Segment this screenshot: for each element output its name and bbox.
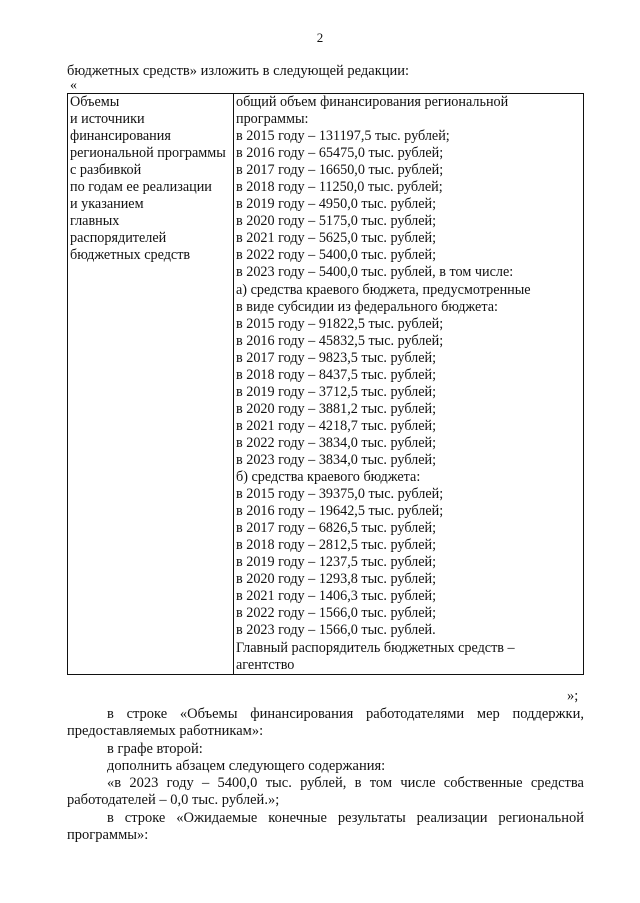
- label-line: и источники: [70, 111, 145, 128]
- paragraph-row-employers-line1: в строке «Объемы финансирования работодателями мер поддержки,: [107, 706, 584, 722]
- value-line: в 2022 году – 3834,0 тыс. рублей;: [236, 434, 437, 451]
- value-line: в 2016 году – 45832,5 тыс. рублей;: [236, 332, 444, 349]
- value-line: в 2015 году – 131197,5 тыс. рублей;: [236, 128, 450, 145]
- value-line: а) средства краевого бюджета, предусмотренные: [236, 281, 531, 298]
- value-line: в 2018 году – 2812,5 тыс. рублей;: [236, 537, 437, 554]
- paragraph-new-item-line1: «в 2023 году – 5400,0 тыс. рублей, в том числе собственные средства: [107, 775, 584, 791]
- label-line: распорядителей: [70, 230, 167, 247]
- label-line: главных: [70, 213, 120, 230]
- paragraph-new-item-line2: работодателей – 0,0 тыс. рублей.»;: [67, 792, 280, 808]
- value-line: б) средства краевого бюджета:: [236, 469, 421, 486]
- label-line: и указанием: [70, 196, 144, 213]
- value-line: в 2019 году – 1237,5 тыс. рублей;: [236, 554, 437, 571]
- value-line: в 2021 году – 5625,0 тыс. рублей;: [236, 230, 437, 247]
- value-line: в 2019 году – 4950,0 тыс. рублей;: [236, 196, 437, 213]
- label-line: по годам ее реализации: [70, 179, 212, 196]
- value-line: в 2023 году – 5400,0 тыс. рублей, в том числе:: [236, 264, 514, 281]
- value-line: в 2022 году – 1566,0 тыс. рублей;: [236, 605, 437, 622]
- value-line: в 2016 году – 65475,0 тыс. рублей;: [236, 145, 444, 162]
- value-line: в 2021 году – 1406,3 тыс. рублей;: [236, 588, 437, 605]
- value-line: в 2016 году – 19642,5 тыс. рублей;: [236, 503, 444, 520]
- financing-table-label-cell: [68, 94, 234, 675]
- financing-table-value-cell: [234, 94, 584, 675]
- paragraph-expected-results-line2: программы»:: [67, 827, 149, 843]
- label-line: с разбивкой: [70, 162, 142, 179]
- value-line: в 2020 году – 3881,2 тыс. рублей;: [236, 400, 437, 417]
- value-line: программы:: [236, 111, 309, 128]
- value-line: в 2023 году – 3834,0 тыс. рублей;: [236, 451, 437, 468]
- intro-line: бюджетных средств» изложить в следующей редакции:: [67, 63, 410, 79]
- label-line: региональной программы: [70, 145, 226, 162]
- value-line: в 2019 году – 3712,5 тыс. рублей;: [236, 383, 437, 400]
- closing-quote-mark: »;: [567, 688, 579, 704]
- opening-quote-mark: «: [70, 78, 77, 93]
- page-number: 2: [316, 30, 324, 45]
- value-line: в 2017 году – 6826,5 тыс. рублей;: [236, 520, 437, 537]
- paragraph-row-employers-line2: предоставляемых работникам»:: [67, 723, 264, 739]
- label-line: Объемы: [70, 94, 120, 110]
- value-line: в 2020 году – 1293,8 тыс. рублей;: [236, 571, 437, 588]
- label-line: бюджетных средств: [70, 247, 191, 264]
- value-line: в виде субсидии из федерального бюджета:: [236, 298, 498, 315]
- value-line: в 2018 году – 8437,5 тыс. рублей;: [236, 366, 437, 383]
- value-line: Главный распорядитель бюджетных средств –: [236, 639, 515, 656]
- financing-table-row: [68, 94, 584, 675]
- label-line: финансирования: [70, 128, 171, 145]
- financing-table: [67, 93, 584, 675]
- value-line: в 2015 году – 39375,0 тыс. рублей;: [236, 486, 444, 503]
- paragraph-add-item: дополнить абзацем следующего содержания:: [107, 758, 386, 774]
- value-line: в 2023 году – 1566,0 тыс. рублей.: [236, 622, 436, 639]
- paragraph-expected-results-line1: в строке «Ожидаемые конечные результаты реализации региональной: [107, 810, 584, 826]
- value-line: в 2022 году – 5400,0 тыс. рублей;: [236, 247, 437, 264]
- value-line: в 2018 году – 11250,0 тыс. рублей;: [236, 179, 443, 196]
- value-line: в 2017 году – 9823,5 тыс. рублей;: [236, 349, 437, 366]
- value-line: в 2015 году – 91822,5 тыс. рублей;: [236, 315, 444, 332]
- paragraph-second-column: в графе второй:: [107, 741, 203, 757]
- value-line: общий объем финансирования региональной: [236, 94, 509, 110]
- value-line: в 2017 году – 16650,0 тыс. рублей;: [236, 162, 444, 179]
- value-line: в 2021 году – 4218,7 тыс. рублей;: [236, 417, 437, 434]
- value-line: агентство: [236, 656, 295, 673]
- value-line: в 2020 году – 5175,0 тыс. рублей;: [236, 213, 437, 230]
